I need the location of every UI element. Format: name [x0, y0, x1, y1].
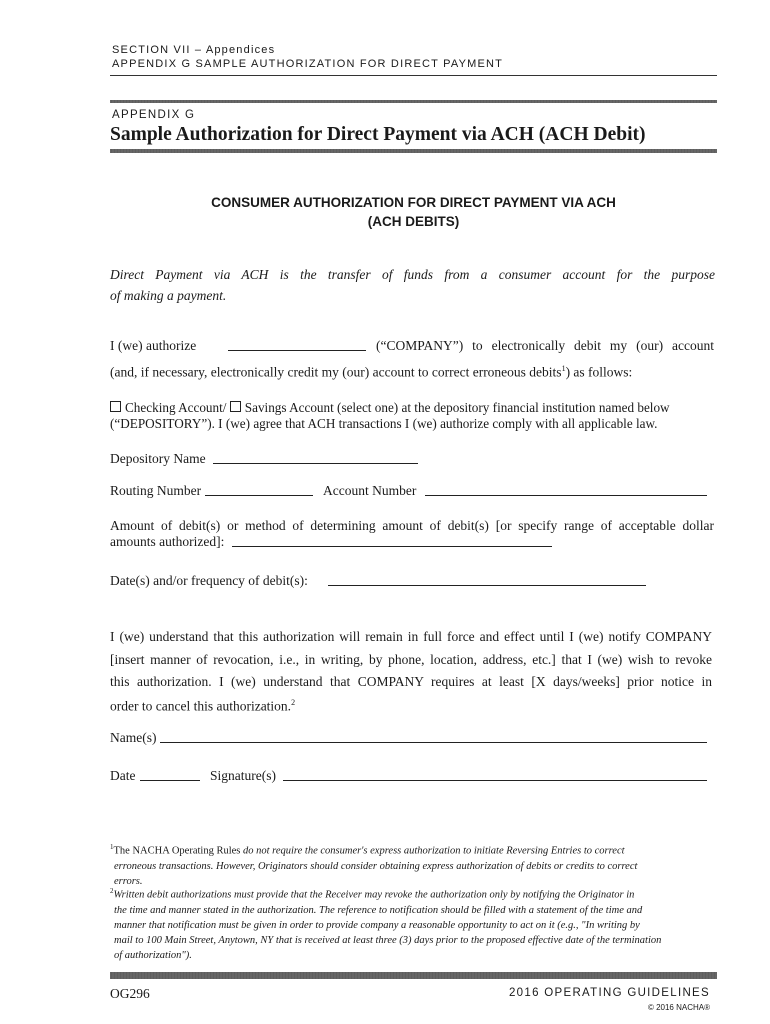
revoke-line3: this authorization. I (we) understand that COMPANY requires at least [X days/weeks] prior notice in [110, 674, 712, 689]
checking-checkbox[interactable] [110, 401, 121, 412]
amount-line2: amounts authorized]: [110, 534, 225, 549]
copyright: © 2016 NACHA® [647, 1003, 710, 1012]
authorize-suffix: (“COMPANY”) to electronically debit my (our) account [376, 338, 714, 353]
appendix-header: APPENDIX G SAMPLE AUTHORIZATION FOR DIRECT PAYMENT [112, 58, 504, 70]
routing-number-field[interactable] [205, 483, 313, 496]
account-number-label: Account Number [323, 483, 417, 498]
title-band [110, 149, 717, 153]
footnote-2: $^2$Written debit authorizations must provide that the Receiver may revoke the authorization only by notifying the Originator in the time and manner stated in the authorization. The reference to notification should be filled with a statement of the time and manner that notification must be given in order to provide company a reasonable opportunity to act on it (e.g., "In writing by mail to 100 Main Street, Anytown, NY that is received at least three (3) days prior to the proposed effective date of the termination of authorization"). [110, 887, 662, 961]
date-field[interactable] [140, 768, 200, 781]
names-field[interactable] [160, 730, 707, 743]
signature-field[interactable] [283, 768, 707, 781]
names-label: Name(s) [110, 730, 157, 745]
company-name-field[interactable] [228, 338, 366, 351]
authorize-prefix: I (we) authorize [110, 338, 197, 353]
amount-field[interactable] [232, 534, 552, 547]
authorize-line2: (and, if necessary, electronically credit my (our) account to correct erroneous debits$^1$) as follows: [110, 364, 633, 380]
revoke-line1: I (we) understand that this authorization will remain in full force and effect until I (we) notify COMPANY [110, 629, 712, 644]
account-type-line2: (“DEPOSITORY”). I (we) agree that ACH transactions I (we) authorize comply with all applicable law. [110, 416, 658, 431]
appendix-title: Sample Authorization for Direct Payment via ACH (ACH Debit) [110, 124, 646, 145]
page-id: OG296 [110, 986, 150, 1001]
signature-label: Signature(s) [210, 768, 276, 783]
intro-line1: Direct Payment via ACH is the transfer of funds from a consumer account for the purpose [110, 267, 715, 282]
header-divider [110, 75, 717, 76]
appendix-top-band [110, 100, 717, 103]
account-number-field[interactable] [425, 483, 707, 496]
savings-checkbox[interactable] [230, 401, 241, 412]
appendix-label: APPENDIX G [112, 109, 196, 121]
depository-label: Depository Name [110, 451, 206, 466]
date-label: Date [110, 768, 136, 783]
checking-label: Checking Account/ [125, 400, 227, 415]
form-heading-line2: (ACH DEBITS) [367, 214, 460, 229]
revoke-line2: [insert manner of revocation, i.e., in writing, by phone, location, address, etc.] that I (we) wish to revoke [110, 652, 712, 667]
dates-label: Date(s) and/or frequency of debit(s): [110, 573, 308, 588]
guidelines-label: 2016 OPERATING GUIDELINES [508, 987, 710, 999]
revoke-line4: order to cancel this authorization.$^2$ [110, 698, 296, 714]
dates-field[interactable] [328, 573, 646, 586]
section-header: SECTION VII – Appendices [112, 44, 276, 56]
routing-label: Routing Number [110, 483, 202, 498]
intro-line2: of making a payment. [110, 288, 227, 303]
form-heading-line1: CONSUMER AUTHORIZATION FOR DIRECT PAYMENT VIA ACH [211, 195, 616, 210]
footer-band [110, 972, 717, 979]
savings-label: Savings Account (select one) at the depository financial institution named below [244, 400, 670, 415]
amount-line1: Amount of debit(s) or method of determining amount of debit(s) [or specify range of acceptable dollar [110, 518, 714, 533]
footnote-1: $^1$The NACHA Operating Rules do not require the consumer's express authorization to initiate Reversing Entries to correct erroneous transactions. However, Originators should consider obtaining express authorization of debits or credits to correct errors. [110, 843, 638, 887]
depository-name-field[interactable] [213, 451, 418, 464]
